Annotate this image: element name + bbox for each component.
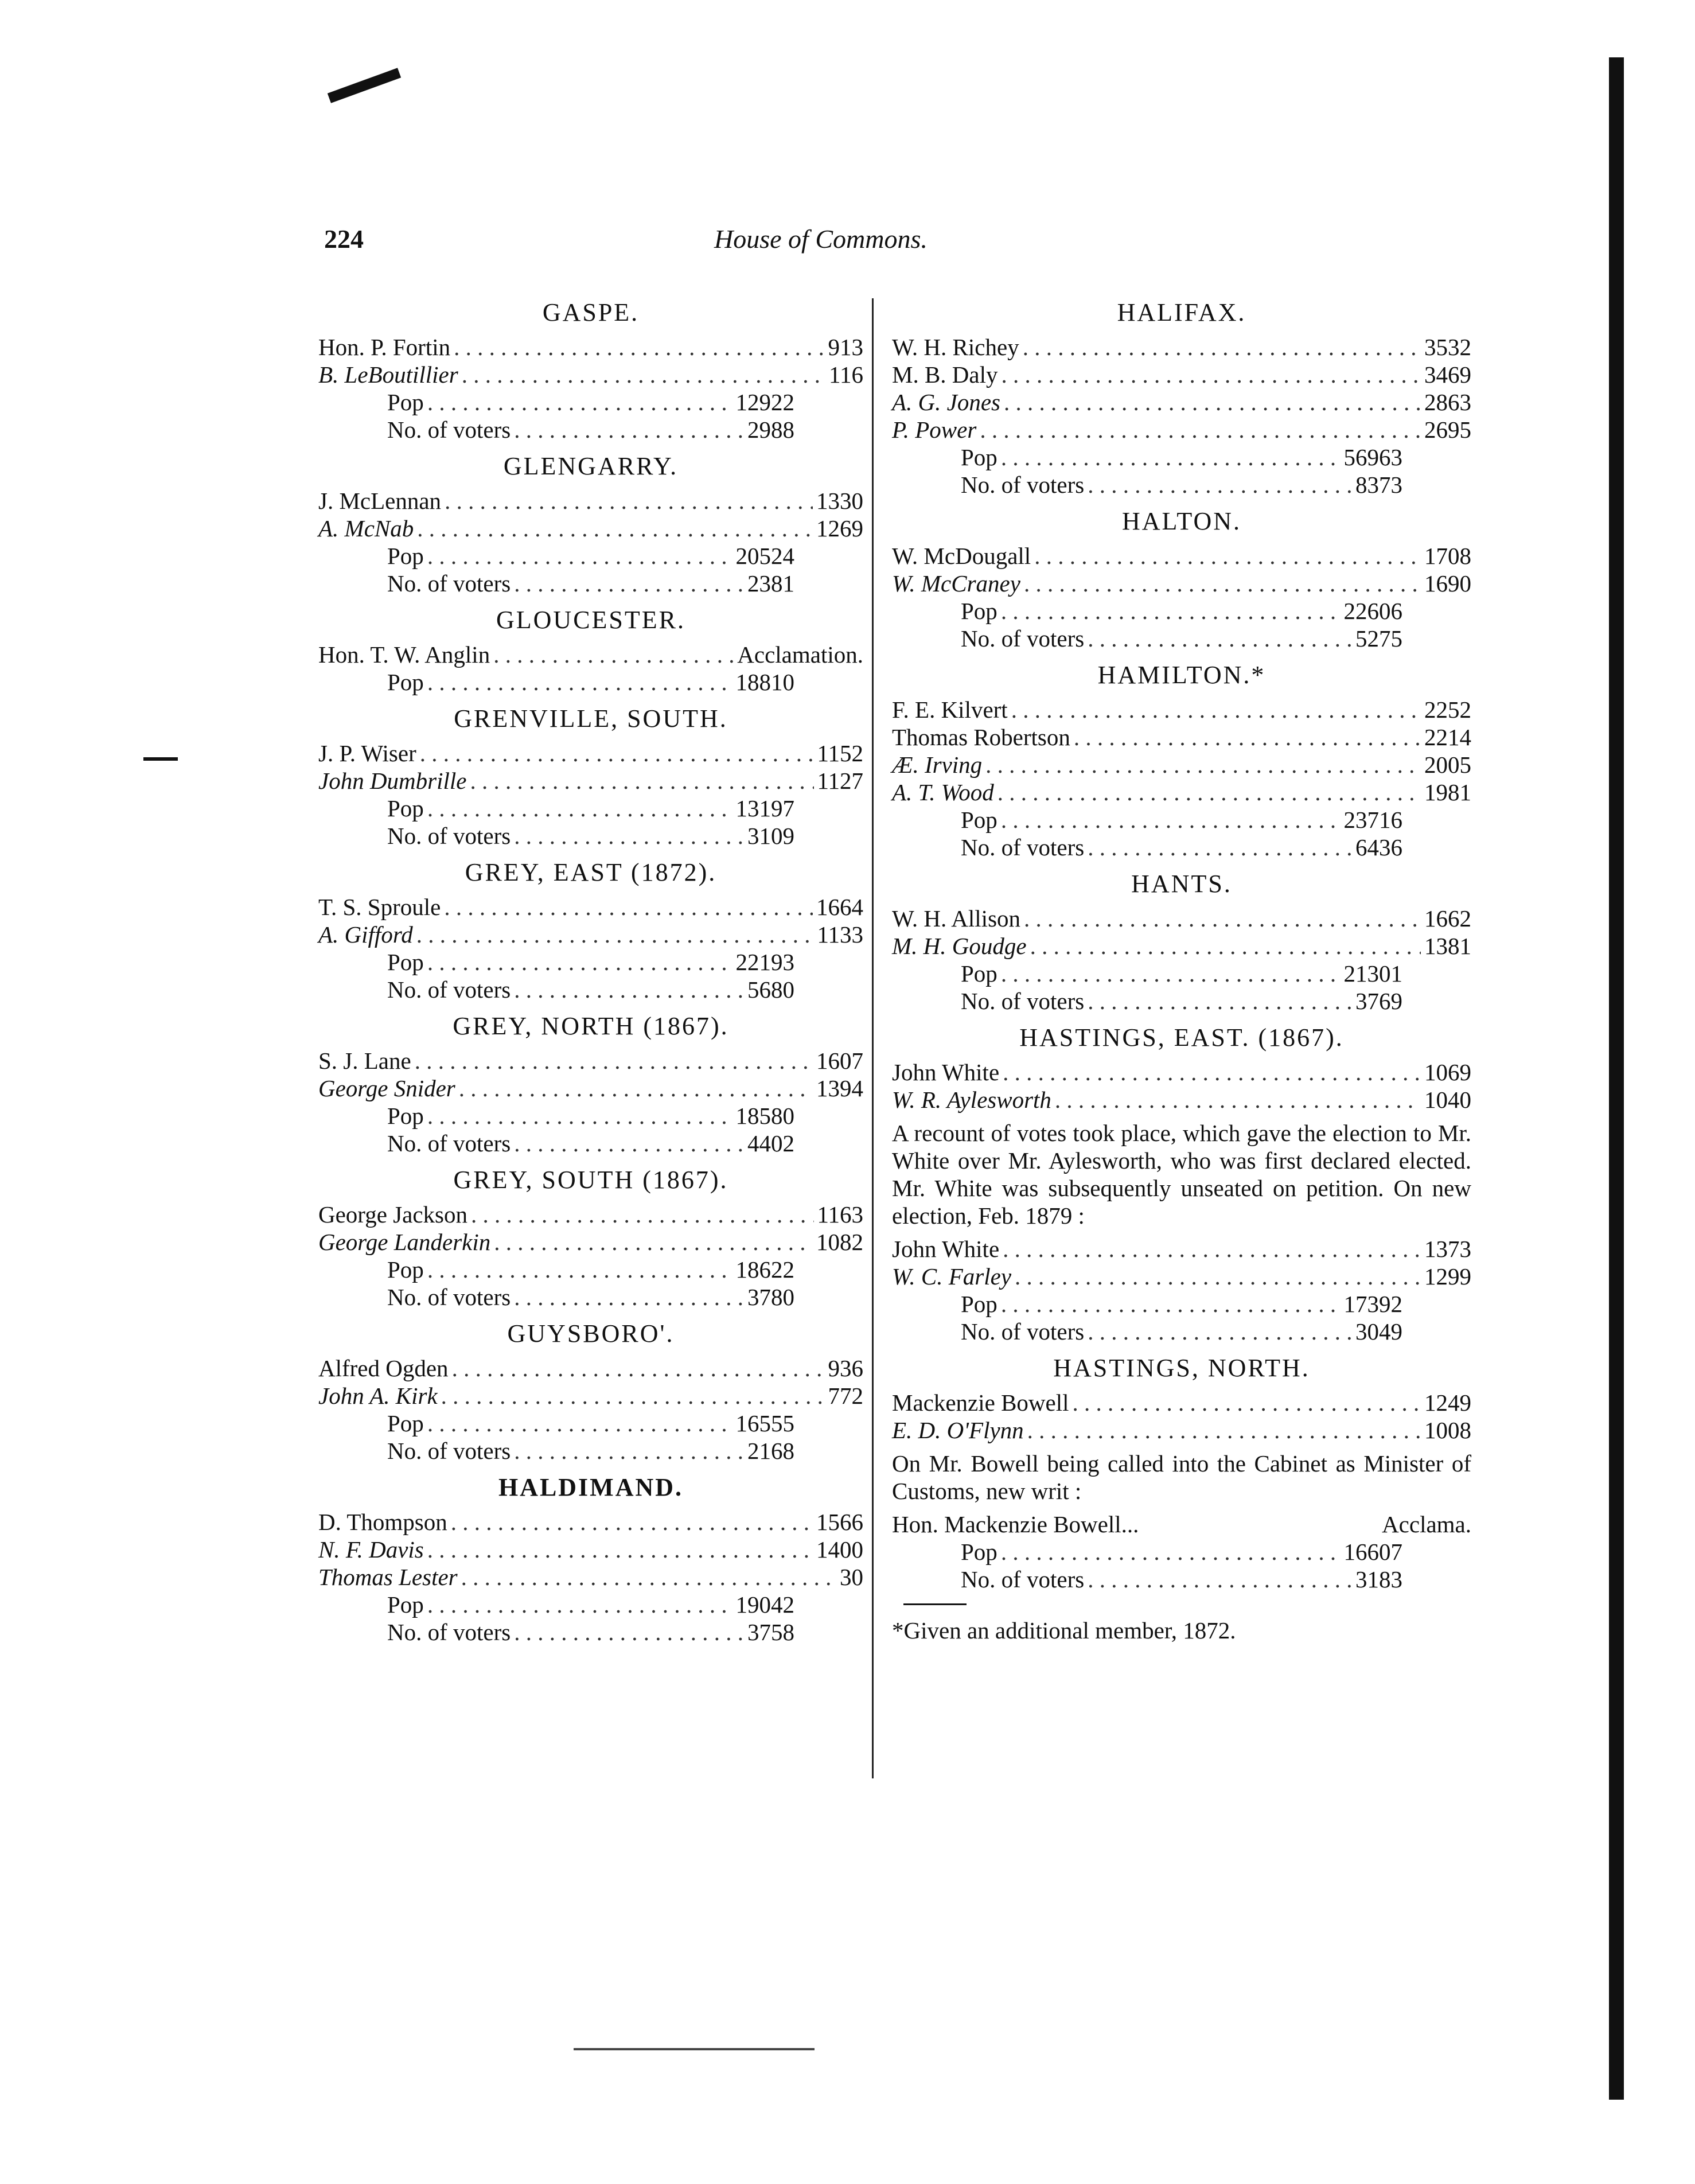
candidate-row bbox=[892, 1263, 1471, 1290]
population-value: 22606 bbox=[1343, 598, 1402, 624]
voters-row bbox=[318, 416, 863, 443]
voters-value: 2168 bbox=[747, 1438, 794, 1464]
candidate-name: W. McCraney bbox=[892, 570, 1020, 597]
voters-label: No. of voters bbox=[387, 1619, 511, 1645]
voters-row bbox=[318, 1283, 863, 1311]
riding-heading: GREY, SOUTH (1867). bbox=[453, 1166, 728, 1194]
population-row bbox=[892, 597, 1471, 625]
population-label: Pop bbox=[961, 1539, 997, 1565]
column-divider bbox=[872, 298, 874, 1778]
vote-count: Acclamation. bbox=[737, 641, 863, 668]
candidate-row bbox=[318, 893, 863, 921]
riding-heading: GREY, EAST (1872). bbox=[465, 858, 717, 886]
candidate-name: M. B. Daly bbox=[892, 361, 998, 388]
vote-count: 1981 bbox=[1424, 779, 1471, 805]
vote-count: 1069 bbox=[1424, 1059, 1471, 1085]
candidate-name: N. F. Davis bbox=[318, 1536, 424, 1563]
voters-row bbox=[318, 976, 863, 1003]
candidate-name: S. J. Lane bbox=[318, 1048, 411, 1074]
voters-row bbox=[318, 1130, 863, 1157]
candidate-name: W. H. Richey bbox=[892, 334, 1019, 360]
voters-value: 2988 bbox=[747, 416, 794, 443]
vote-count: 1607 bbox=[816, 1048, 863, 1074]
candidate-row bbox=[318, 767, 863, 795]
left-column bbox=[318, 290, 863, 1646]
voters-label: No. of voters bbox=[961, 625, 1085, 652]
voters-label: No. of voters bbox=[387, 416, 511, 443]
vote-count: 1566 bbox=[816, 1509, 863, 1535]
riding-grey-south bbox=[318, 1165, 863, 1311]
candidate-row bbox=[318, 333, 863, 361]
vote-count: 1664 bbox=[816, 894, 863, 920]
riding-grey-east bbox=[318, 858, 863, 1003]
candidate-name: Mackenzie Bowell bbox=[892, 1389, 1069, 1416]
vote-count: 2863 bbox=[1424, 389, 1471, 415]
candidate-name: T. S. Sproule bbox=[318, 894, 441, 920]
page bbox=[318, 218, 1471, 1939]
candidate-name: A. G. Jones bbox=[892, 389, 1001, 415]
voters-row bbox=[892, 1566, 1471, 1593]
population-value: 19042 bbox=[735, 1591, 794, 1618]
vote-count: 1394 bbox=[816, 1075, 863, 1101]
candidate-row bbox=[318, 1047, 863, 1075]
scan-edge-bar bbox=[1609, 57, 1624, 2100]
candidate-row bbox=[318, 1228, 863, 1256]
population-value: 23716 bbox=[1343, 807, 1402, 833]
vote-count: 2005 bbox=[1424, 752, 1471, 778]
candidate-name: A. Gifford bbox=[318, 921, 413, 948]
candidate-row bbox=[892, 1416, 1471, 1444]
footnote: *Given an additional member, 1872. bbox=[892, 1617, 1236, 1644]
population-row bbox=[892, 443, 1471, 471]
riding-heading: GLENGARRY. bbox=[503, 452, 679, 480]
population-row bbox=[892, 1538, 1471, 1566]
vote-count: 1330 bbox=[816, 488, 863, 514]
population-label: Pop bbox=[387, 669, 424, 695]
candidate-row bbox=[892, 333, 1471, 361]
candidate-row bbox=[892, 696, 1471, 723]
candidate-name: W. McDougall bbox=[892, 543, 1031, 569]
candidate-name: A. McNab bbox=[318, 515, 414, 542]
vote-count: 1373 bbox=[1424, 1236, 1471, 1262]
vote-count: 116 bbox=[829, 361, 863, 388]
candidate-name: J. P. Wiser bbox=[318, 740, 416, 766]
voters-label: No. of voters bbox=[961, 834, 1085, 861]
candidate-name: John Dumbrille bbox=[318, 768, 467, 794]
candidate-row bbox=[318, 487, 863, 515]
riding-grey-north bbox=[318, 1011, 863, 1157]
candidate-row bbox=[318, 1536, 863, 1563]
candidate-row bbox=[892, 751, 1471, 778]
candidate-row bbox=[892, 905, 1471, 932]
riding-hastings-north bbox=[892, 1353, 1471, 1593]
population-label: Pop bbox=[961, 1291, 997, 1317]
voters-row bbox=[892, 625, 1471, 652]
voters-value: 3769 bbox=[1355, 988, 1402, 1014]
vote-count: 2214 bbox=[1424, 724, 1471, 750]
riding-hastings-east bbox=[892, 1023, 1471, 1345]
population-row bbox=[892, 960, 1471, 987]
candidate-row bbox=[318, 1508, 863, 1536]
riding-gloucester bbox=[318, 605, 863, 696]
voters-label: No. of voters bbox=[961, 1566, 1085, 1593]
candidate-name: George Snider bbox=[318, 1075, 455, 1101]
vote-count: 1082 bbox=[816, 1229, 863, 1255]
vote-count: 1708 bbox=[1424, 543, 1471, 569]
vote-count: 2252 bbox=[1424, 696, 1471, 723]
candidate-row bbox=[318, 641, 863, 668]
voters-label: No. of voters bbox=[387, 570, 511, 597]
candidate-row bbox=[892, 932, 1471, 960]
riding-gaspe bbox=[318, 298, 863, 443]
vote-count: 1008 bbox=[1424, 1417, 1471, 1443]
scan-dash bbox=[143, 757, 178, 761]
voters-value: 6436 bbox=[1355, 834, 1402, 861]
population-row bbox=[318, 1102, 863, 1130]
voters-value: 4402 bbox=[747, 1130, 794, 1157]
population-value: 12922 bbox=[735, 389, 794, 415]
vote-count: 3469 bbox=[1424, 361, 1471, 388]
footnote-rule bbox=[903, 1603, 967, 1605]
population-row bbox=[318, 542, 863, 570]
candidate-name: W. H. Allison bbox=[892, 905, 1021, 932]
riding-hamilton bbox=[892, 660, 1471, 861]
vote-count: 913 bbox=[828, 334, 863, 360]
riding-heading: HALIFAX. bbox=[1117, 298, 1246, 326]
candidate-name: Hon. T. W. Anglin bbox=[318, 641, 490, 668]
voters-row bbox=[892, 987, 1471, 1015]
candidate-row bbox=[892, 778, 1471, 806]
population-label: Pop bbox=[387, 795, 424, 822]
population-row bbox=[318, 795, 863, 822]
riding-heading: HAMILTON.* bbox=[1097, 661, 1266, 689]
writ-note: On Mr. Bowell being called into the Cabinet as Minister of Customs, new writ : bbox=[892, 1450, 1471, 1504]
riding-heading: GLOUCESTER. bbox=[496, 606, 685, 634]
population-row bbox=[318, 1591, 863, 1618]
vote-count: 1133 bbox=[817, 921, 863, 948]
population-row bbox=[318, 1410, 863, 1437]
riding-heading: HASTINGS, EAST. (1867). bbox=[1019, 1023, 1344, 1052]
population-value: 18580 bbox=[735, 1103, 794, 1129]
candidate-row bbox=[318, 921, 863, 948]
vote-count: 30 bbox=[840, 1564, 863, 1590]
population-label: Pop bbox=[387, 543, 424, 569]
voters-row bbox=[318, 1437, 863, 1465]
vote-count: 1040 bbox=[1424, 1087, 1471, 1113]
running-title: House of Commons. bbox=[714, 224, 928, 254]
voters-label: No. of voters bbox=[961, 988, 1085, 1014]
page-number: 224 bbox=[324, 224, 364, 254]
voters-label: No. of voters bbox=[387, 1284, 511, 1310]
population-label: Pop bbox=[387, 1591, 424, 1618]
candidate-row bbox=[892, 542, 1471, 570]
vote-count: 772 bbox=[828, 1383, 863, 1409]
candidate-row bbox=[318, 361, 863, 388]
vote-count: 1163 bbox=[817, 1201, 863, 1228]
candidate-row bbox=[892, 1510, 1471, 1538]
population-row bbox=[318, 1256, 863, 1283]
voters-label: No. of voters bbox=[387, 1130, 511, 1157]
vote-count: 1249 bbox=[1424, 1389, 1471, 1416]
riding-glengarry bbox=[318, 451, 863, 597]
population-label: Pop bbox=[387, 1256, 424, 1283]
vote-count: 936 bbox=[828, 1355, 863, 1381]
population-label: Pop bbox=[961, 444, 997, 470]
scan-smudge bbox=[574, 2048, 815, 2050]
candidate-name: B. LeBoutillier bbox=[318, 361, 458, 388]
population-row bbox=[318, 388, 863, 416]
riding-heading: GRENVILLE, SOUTH. bbox=[454, 704, 728, 733]
riding-heading: HALTON. bbox=[1121, 507, 1242, 535]
voters-value: 3758 bbox=[747, 1619, 794, 1645]
population-label: Pop bbox=[387, 1103, 424, 1129]
population-value: 22193 bbox=[735, 949, 794, 975]
population-value: 20524 bbox=[735, 543, 794, 569]
candidate-name: Alfred Ogden bbox=[318, 1355, 449, 1381]
voters-row bbox=[318, 822, 863, 850]
population-value: 18810 bbox=[735, 669, 794, 695]
riding-guysboro bbox=[318, 1319, 863, 1465]
candidate-row bbox=[318, 1354, 863, 1382]
candidate-name: Æ. Irving bbox=[892, 752, 983, 778]
candidate-name: George Jackson bbox=[318, 1201, 467, 1228]
vote-count: 1400 bbox=[816, 1536, 863, 1563]
candidate-row bbox=[318, 1075, 863, 1102]
candidate-name: Hon. P. Fortin bbox=[318, 334, 451, 360]
candidate-row bbox=[892, 1058, 1471, 1086]
candidate-name: E. D. O'Flynn bbox=[892, 1417, 1024, 1443]
candidate-name: Hon. Mackenzie Bowell... bbox=[892, 1511, 1139, 1537]
vote-count: 1662 bbox=[1424, 905, 1471, 932]
riding-heading: HANTS. bbox=[1131, 870, 1232, 898]
voters-value: 2381 bbox=[747, 570, 794, 597]
voters-value: 8373 bbox=[1355, 472, 1402, 498]
recount-note: A recount of votes took place, which gave the election to Mr. White over Mr. Aylesworth, who was first declared elected. Mr. White was subsequently unseated on petition. On new election, Feb. 1879 : bbox=[892, 1120, 1471, 1229]
riding-heading: GUYSBORO'. bbox=[507, 1319, 675, 1348]
page-header bbox=[318, 218, 1030, 264]
population-label: Pop bbox=[387, 389, 424, 415]
riding-hants bbox=[892, 869, 1471, 1015]
population-label: Pop bbox=[961, 960, 997, 987]
candidate-row bbox=[318, 515, 863, 542]
voters-row bbox=[892, 471, 1471, 499]
population-value: 21301 bbox=[1343, 960, 1402, 987]
population-value: 16555 bbox=[735, 1410, 794, 1436]
riding-heading: HALDIMAND. bbox=[498, 1473, 684, 1501]
voters-row bbox=[892, 1318, 1471, 1345]
candidate-name: M. H. Goudge bbox=[892, 933, 1027, 959]
candidate-row bbox=[892, 1235, 1471, 1263]
riding-haldimand bbox=[318, 1473, 863, 1646]
candidate-name: W. C. Farley bbox=[892, 1263, 1012, 1290]
candidate-row bbox=[892, 1389, 1471, 1416]
candidate-name: John A. Kirk bbox=[318, 1383, 438, 1409]
candidate-name: John White bbox=[892, 1059, 1000, 1085]
voters-value: 5680 bbox=[747, 976, 794, 1003]
vote-count: 1269 bbox=[816, 515, 863, 542]
population-row bbox=[318, 668, 863, 696]
candidate-name: Thomas Robertson bbox=[892, 724, 1070, 750]
candidate-name: P. Power bbox=[892, 416, 977, 443]
population-label: Pop bbox=[387, 1410, 424, 1436]
candidate-row bbox=[892, 570, 1471, 597]
vote-count: 2695 bbox=[1424, 416, 1471, 443]
population-label: Pop bbox=[961, 598, 997, 624]
voters-label: No. of voters bbox=[387, 823, 511, 849]
candidate-row bbox=[892, 388, 1471, 416]
riding-halifax bbox=[892, 298, 1471, 499]
vote-count: Acclama. bbox=[1382, 1511, 1471, 1537]
population-row bbox=[892, 1290, 1471, 1318]
voters-row bbox=[318, 570, 863, 597]
riding-heading: GREY, NORTH (1867). bbox=[453, 1012, 729, 1040]
vote-count: 1299 bbox=[1424, 1263, 1471, 1290]
candidate-row bbox=[892, 723, 1471, 751]
vote-count: 1381 bbox=[1424, 933, 1471, 959]
population-label: Pop bbox=[961, 807, 997, 833]
population-value: 56963 bbox=[1343, 444, 1402, 470]
candidate-row bbox=[318, 1563, 863, 1591]
voters-label: No. of voters bbox=[961, 1318, 1085, 1345]
population-row bbox=[318, 948, 863, 976]
voters-row bbox=[318, 1618, 863, 1646]
candidate-name: W. R. Aylesworth bbox=[892, 1087, 1051, 1113]
candidate-name: D. Thompson bbox=[318, 1509, 447, 1535]
voters-label: No. of voters bbox=[961, 472, 1085, 498]
candidate-row bbox=[318, 1201, 863, 1228]
population-value: 16607 bbox=[1343, 1539, 1402, 1565]
candidate-row bbox=[318, 739, 863, 767]
right-column bbox=[892, 290, 1471, 1644]
riding-heading: HASTINGS, NORTH. bbox=[1053, 1354, 1310, 1382]
riding-heading: GASPE. bbox=[542, 298, 640, 326]
voters-label: No. of voters bbox=[387, 976, 511, 1003]
candidate-name: Thomas Lester bbox=[318, 1564, 458, 1590]
vote-count: 1152 bbox=[817, 740, 863, 766]
vote-count: 3532 bbox=[1424, 334, 1471, 360]
population-value: 17392 bbox=[1343, 1291, 1402, 1317]
candidate-row bbox=[318, 1382, 863, 1410]
candidate-name: John White bbox=[892, 1236, 1000, 1262]
voters-value: 3049 bbox=[1355, 1318, 1402, 1345]
voters-value: 3183 bbox=[1355, 1566, 1402, 1593]
candidate-row bbox=[892, 361, 1471, 388]
candidate-row bbox=[892, 1086, 1471, 1114]
candidate-name: F. E. Kilvert bbox=[892, 696, 1008, 723]
candidate-name: A. T. Wood bbox=[892, 779, 994, 805]
riding-grenville-south bbox=[318, 704, 863, 850]
population-label: Pop bbox=[387, 949, 424, 975]
riding-halton bbox=[892, 507, 1471, 652]
candidate-name: George Landerkin bbox=[318, 1229, 491, 1255]
population-value: 18622 bbox=[735, 1256, 794, 1283]
scan-smudge bbox=[328, 68, 401, 103]
population-value: 13197 bbox=[735, 795, 794, 822]
voters-row bbox=[892, 834, 1471, 861]
population-row bbox=[892, 806, 1471, 834]
voters-value: 3780 bbox=[747, 1284, 794, 1310]
voters-label: No. of voters bbox=[387, 1438, 511, 1464]
candidate-row bbox=[892, 416, 1471, 443]
vote-count: 1127 bbox=[817, 768, 863, 794]
candidate-name: J. McLennan bbox=[318, 488, 442, 514]
voters-value: 3109 bbox=[747, 823, 794, 849]
voters-value: 5275 bbox=[1355, 625, 1402, 652]
vote-count: 1690 bbox=[1424, 570, 1471, 597]
